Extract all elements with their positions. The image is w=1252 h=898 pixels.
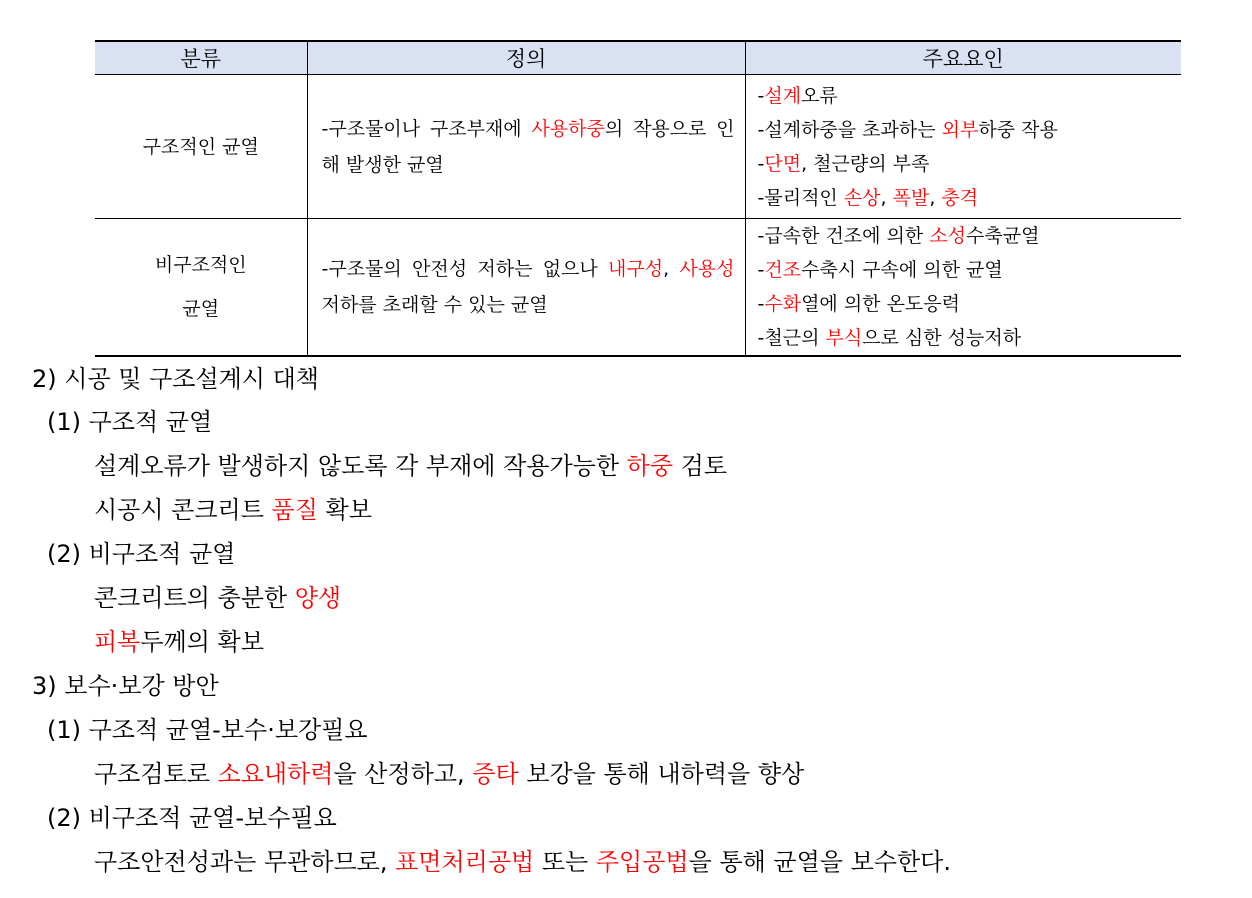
header-category: 분류 <box>95 41 307 75</box>
text-run: 을 통해 균열을 보수한다. <box>688 848 951 876</box>
highlighted-term: 증타 <box>472 760 519 788</box>
plan-line <box>94 493 372 527</box>
text-run: 3) 보수·보강 방안 <box>32 672 219 700</box>
text-run: 보강을 통해 내하력을 향상 <box>518 760 805 788</box>
highlighted-term: 주입공법 <box>595 848 689 876</box>
text-run: , <box>663 258 680 280</box>
plan-line <box>94 581 341 615</box>
text-run: 검토 <box>673 452 728 480</box>
header-definition: 정의 <box>307 41 745 75</box>
subsection-heading <box>47 801 337 835</box>
highlighted-term: 폭발 <box>892 186 930 209</box>
highlighted-term: 수화 <box>764 293 802 315</box>
highlighted-term: 하중 <box>626 452 674 480</box>
factor-item <box>758 287 1172 321</box>
highlighted-term: 설계 <box>764 84 802 107</box>
factor-item <box>758 79 1172 113</box>
text-run: -물리적인 <box>757 186 844 209</box>
category-label: 균열 <box>182 298 220 320</box>
factors-cell <box>745 75 1181 219</box>
text-run: , <box>929 186 942 209</box>
highlighted-term: 외부 <box>941 118 979 141</box>
highlighted-term: 단면 <box>764 152 802 175</box>
factor-item <box>758 181 1172 215</box>
highlighted-term: 피복 <box>94 628 141 656</box>
subsection-heading <box>47 405 212 439</box>
highlighted-term: 품질 <box>271 496 318 524</box>
highlighted-term: 내구성 <box>608 258 664 280</box>
text-run: 의 작용으로 인해 발생한 균열 <box>321 117 735 176</box>
text-run: 콘크리트의 충분한 <box>94 584 295 612</box>
text-run: -철근의 <box>757 327 826 349</box>
text-run: - <box>757 259 765 281</box>
text-run: 을 산정하고, <box>333 760 473 788</box>
text-run: 설계오류가 발생하지 않도록 각 부재에 작용가능한 <box>94 452 627 480</box>
text-run: 시공시 콘크리트 <box>94 496 272 524</box>
highlighted-term: 충격 <box>941 186 979 209</box>
plan-line <box>94 625 264 659</box>
highlighted-term: 손상 <box>843 186 881 209</box>
text-run: 으로 심한 성능저하 <box>862 327 1022 349</box>
text-run: -급속한 건조에 의한 <box>757 225 930 247</box>
text-run: (1) 구조적 균열 <box>47 408 213 436</box>
highlighted-term: 건조 <box>764 259 802 281</box>
text-run: (2) 비구조적 균열-보수필요 <box>47 804 337 832</box>
highlighted-term: 소요내하력 <box>217 760 334 788</box>
factor-item <box>758 219 1172 253</box>
text-run: 열에 의한 온도응력 <box>801 293 960 315</box>
table-row-nonstructural <box>95 219 1181 357</box>
text-run: 하중 작용 <box>978 118 1058 141</box>
factor-item <box>758 147 1172 181</box>
subsection-heading <box>47 537 235 571</box>
text-run: 2) 시공 및 구조설계시 대책 <box>32 365 319 393</box>
factor-item <box>758 321 1172 355</box>
text-run: -구조물이나 구조부재에 <box>321 117 532 140</box>
highlighted-term: 부식 <box>825 327 863 349</box>
section-heading <box>32 669 219 703</box>
header-main-factors: 주요요인 <box>745 41 1181 75</box>
table-row-structural <box>95 75 1181 219</box>
section-heading <box>32 362 319 396</box>
text-run: - <box>757 84 765 107</box>
text-run: 구조안전성과는 무관하므로, <box>94 848 396 876</box>
table-header-row <box>95 41 1181 75</box>
text-run: 구조검토로 <box>94 760 218 788</box>
highlighted-term: 사용하중 <box>531 117 605 140</box>
subsection-heading <box>47 713 368 747</box>
plan-line <box>94 845 951 879</box>
highlighted-term: 양생 <box>294 584 342 612</box>
text-run: 저하를 초래할 수 있는 균열 <box>321 294 548 316</box>
highlighted-term: 소성 <box>929 225 967 247</box>
factor-item <box>758 253 1172 287</box>
text-run: 수축시 구속에 의한 균열 <box>801 259 1003 281</box>
text-run: -설계하중을 초과하는 <box>757 118 942 141</box>
highlighted-term: 표면처리공법 <box>395 848 535 876</box>
text-run: 오류 <box>801 84 838 107</box>
text-run: 또는 <box>534 848 596 876</box>
text-run: 수축균열 <box>966 225 1040 247</box>
category-cell <box>95 75 307 219</box>
text-run: , <box>880 186 893 209</box>
highlighted-term: 사용성 <box>679 258 735 280</box>
category-cell <box>95 219 307 357</box>
text-run: -구조물의 안전성 저하는 없으나 <box>321 258 609 280</box>
plan-line <box>94 757 804 791</box>
text-run: (2) 비구조적 균열 <box>47 540 236 568</box>
text-run: , 철근량의 부족 <box>801 152 930 175</box>
text-run: (1) 구조적 균열-보수·보강필요 <box>47 716 368 744</box>
definition-cell <box>307 219 745 357</box>
text-run: - <box>757 293 765 315</box>
text-run: - <box>757 152 765 175</box>
text-run: 두께의 확보 <box>140 628 264 656</box>
crack-classification-table <box>95 40 1181 357</box>
factors-cell <box>745 219 1181 357</box>
definition-cell <box>307 75 745 219</box>
category-label: 비구조적인 <box>154 254 247 276</box>
text-run: 확보 <box>317 496 372 524</box>
factor-item <box>758 113 1172 147</box>
plan-line <box>94 449 727 483</box>
category-label: 구조적인 균열 <box>142 135 259 158</box>
